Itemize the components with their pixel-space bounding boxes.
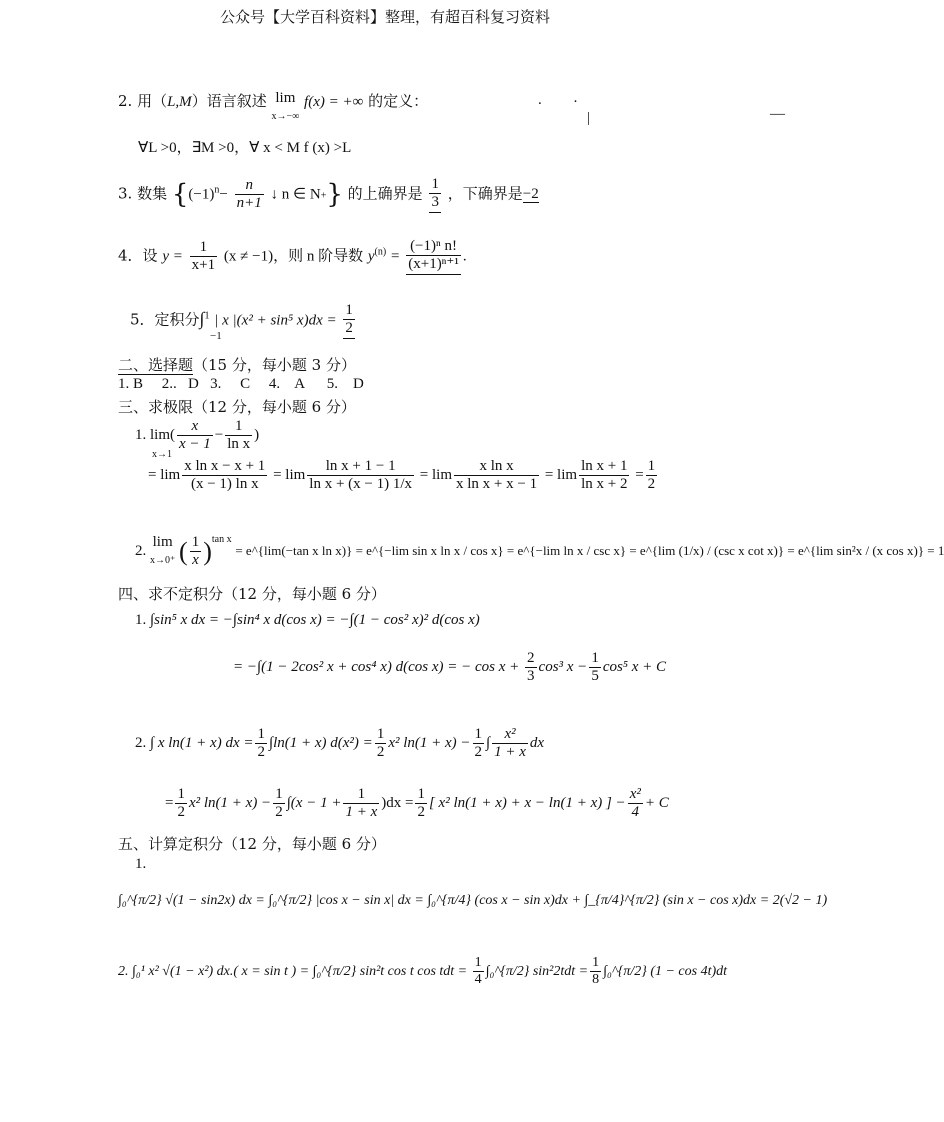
q5-lower: −1 [210, 330, 222, 342]
question-5 [130, 302, 357, 339]
denominator: ln x [227, 436, 251, 453]
numerator: 1 [273, 786, 285, 804]
section-4-heading: 四、求不定积分（12 分，每小题 6 分） [118, 585, 386, 603]
denominator: 2 [376, 744, 385, 761]
numerator: x ln x − x + 1 [182, 458, 267, 476]
definite-1-line: ∫₀^{π/2} √(1 − sin2x) dx = ∫₀^{π/2} |cos x − sin x| dx = ∫₀^{π/4} (cos x − sin x)dx + ∫_{π/4}^{π/2} (sin x − cos x)dx = 2(√2 − 1) [118, 893, 828, 908]
expr: ∫ x ln(1 + x) dx = [150, 735, 254, 752]
limit-1-line2: = lim $\frac{\text{x ln x − x + 1}}{\text{(x − 1) ln x}}$ = lim $\frac{\text{ln x + 1 − 1}}{\text{ln x + (x − 1) 1/x}}$ = lim $\frac{\text{x ln x}}{\text{x ln x + x − 1}}$ = lim $\frac{\text{ln x + 1}}{\text{ln x + 2}}$ = $\frac{1}{2}$ [148, 458, 656, 493]
integral-1-line1 [135, 612, 480, 629]
numerator: (−1)ⁿ n! [406, 238, 461, 256]
expr: cos³ x − [538, 659, 588, 676]
fraction [525, 650, 537, 686]
section-2-title: 二、选择题 [118, 356, 194, 374]
numerator: x² [628, 786, 643, 804]
lim-label: 1. lim( [135, 427, 175, 444]
denominator: (x − 1) ln x [190, 476, 259, 493]
denominator: 4 [474, 972, 482, 988]
q4-fraction [190, 239, 217, 275]
q2-lm: L,M [167, 94, 192, 110]
expr: )dx = [381, 795, 414, 812]
denominator: 3 [429, 194, 441, 212]
q5-label: 5．定积分 [130, 310, 200, 329]
label: 2. [135, 735, 147, 752]
q2-expr: f(x) = +∞ [304, 94, 364, 110]
q3-term-sup: n [214, 184, 220, 196]
q2-suffix: 的定义： [368, 92, 429, 110]
q2-answer: ∀L >0，∃M >0，∀ x < M f (x) >L [138, 140, 352, 156]
q4-answer [406, 238, 461, 275]
section-3-heading: 三、求极限（12 分，每小题 6 分） [118, 398, 356, 416]
numerator: ln x + 1 − 1 [307, 458, 414, 476]
numerator: 1 [375, 726, 387, 744]
q3-minus: − [219, 186, 228, 203]
expr: + C [644, 795, 669, 812]
expr: ∫₀^{π/2} (1 − cos 4t)dt [603, 963, 728, 979]
expr: ∫sin⁵ x dx = −∫sin⁴ x d(cos x) = −∫(1 − cos² x)² d(cos x) [150, 612, 480, 628]
expr: ∫₀^{π/2} sin²2tdt = [485, 963, 589, 979]
fraction [590, 955, 601, 988]
q3-fraction [235, 177, 264, 213]
page-header: 公众号【大学百科资料】整理，有超百科复习资料 [220, 8, 551, 26]
limit-2: 2. lim x→0⁺ ( $\frac{1}{x}$ )$^{tan x}$ = e^{lim(−tan x ln x)} = e^{−lim sin x ln x / cos x} = e^{−lim ln x / csc x} = e^{lim (1/x) / (csc x cot x)} = e^{lim sin²x / (x cos x)} = 1 [135, 534, 944, 569]
section-2-score: （15 分，每小题 3 分） [193, 356, 356, 374]
expr: x² ln(1 + x) − [188, 795, 272, 812]
lim-sub: x→−∞ [271, 111, 300, 122]
q2-mid: ）语言叙述 [191, 92, 267, 110]
definite-1-label: 1. [135, 856, 147, 872]
fraction [473, 726, 485, 762]
denominator: 2 [275, 804, 283, 821]
fraction [589, 650, 601, 686]
q3-mid2: ，下确界是 [447, 184, 523, 203]
denominator: x [192, 552, 199, 569]
numerator: 1 [473, 726, 485, 744]
q3-mid: 的上确界是 [347, 184, 423, 203]
fraction [190, 534, 202, 570]
lim-block [150, 534, 175, 568]
q3-inf-answer: −2 [522, 186, 539, 203]
denominator: 4 [631, 804, 640, 821]
expr: cos⁵ x + C [602, 659, 667, 676]
q4-eq: = [390, 248, 400, 265]
stray-bar: | [587, 110, 591, 126]
fraction [307, 458, 414, 494]
lim-text: lim [152, 534, 173, 550]
fraction [175, 786, 187, 822]
fraction [225, 418, 252, 454]
denominator: 1 + x [345, 804, 378, 821]
expr: = −∫(1 − 2cos² x + cos⁴ x) d(cos x) = − cos x + [233, 659, 520, 676]
fraction [255, 726, 267, 762]
expr: ∫ln(1 + x) d(x²) = [268, 735, 373, 752]
numerator: 1 [473, 955, 484, 972]
q4-yn-sup: (n) [374, 246, 387, 258]
q3-term: (−1) [188, 186, 215, 203]
fraction [492, 726, 528, 762]
denominator: x ln x + x − 1 [456, 476, 538, 493]
minus: − [214, 427, 224, 444]
denominator: 1 + x [494, 744, 526, 761]
expr: 2. ∫₀¹ x² √(1 − x²) dx.( x = sin t ) = ∫₀^{π/2} sin²t cos t cos tdt = [118, 963, 468, 979]
denominator: 2 [343, 320, 355, 338]
fraction [473, 955, 484, 988]
numerator: 1 [255, 726, 267, 744]
q5-upper: 1 [204, 310, 210, 322]
fraction [454, 458, 539, 494]
integral-2-line2: = $\frac{1}{2}$ x² ln(1 + x) − $\frac{1}{2}$ ∫(x − 1 + $\frac{1}{1 + x}$ )dx = $\frac{1}{2}$ [ x² ln(1 + x) + x − ln(1 + x) ] − $\frac{\text{x²}}{4}$ + C [165, 786, 669, 821]
fraction [646, 458, 658, 494]
fraction [375, 726, 387, 762]
denominator: 2 [417, 804, 425, 821]
fraction [628, 786, 643, 822]
q4-label: 4．设 [118, 246, 158, 265]
label: 1. [135, 612, 147, 628]
numerator: 1 [590, 955, 601, 972]
numerator: 1 [225, 418, 252, 436]
numerator: 1 [343, 302, 355, 320]
definite-2-line [118, 955, 727, 988]
fraction [182, 458, 267, 494]
denominator: 5 [591, 668, 599, 685]
question-4: 4．设 y = $\frac{1}{x+1}$ (x ≠ −1)，则 n 阶导数 $y^{(n)}$ = $\frac{\text{(−1)ⁿ n!}}{\text{(x+1)ⁿ⁺¹}}$ . [118, 238, 467, 273]
lim-sub: x→1 [152, 449, 172, 460]
denominator: 2 [647, 476, 656, 493]
denominator: 8 [592, 972, 600, 988]
denominator: x − 1 [179, 436, 211, 453]
numerator: 2 [525, 650, 537, 668]
numerator: x² [492, 726, 528, 744]
q3-label: 3. 数集 [118, 184, 168, 203]
numerator: 1 [646, 458, 658, 476]
paren: ) [254, 427, 260, 444]
fraction [343, 786, 379, 822]
question-3 [118, 176, 539, 213]
denominator: 2 [177, 804, 185, 821]
brace-left: { [171, 179, 189, 210]
fraction [579, 458, 629, 494]
q2-prefix: 2. 用（ [118, 92, 168, 110]
stray-dash: — [770, 106, 785, 122]
q4-yn: y [367, 248, 375, 265]
lim-text: lim [275, 90, 296, 106]
fraction [177, 418, 213, 454]
numerator: 1 [415, 786, 427, 804]
section-2-heading [118, 354, 356, 375]
numerator: 1 [429, 176, 441, 194]
denominator: 3 [527, 668, 535, 685]
exponent: tan x [211, 534, 232, 545]
limit-2-chain: = e^{lim(−tan x ln x)} = e^{−lim sin x ln x / cos x} = e^{−lim ln x / csc x} = e^{lim (1/x) / (csc x cot x)} = e^{lim sin²x / (x cos x)} = 1 [235, 543, 944, 559]
lim-sub: x→0⁺ [150, 555, 176, 566]
expr: ∫(x − 1 + [286, 795, 342, 812]
expr: x² ln(1 + x) − [388, 735, 471, 752]
numerator: n [235, 177, 264, 195]
integral-2-line1: 2. ∫ x ln(1 + x) dx = $\frac{1}{2}$ ∫ln(1 + x) d(x²) = $\frac{1}{2}$ x² ln(1 + x) − $\frac{1}{2}$ ∫ $\frac{\text{x²}}{1 + x}$ dx [135, 726, 545, 761]
q3-cond-sub: + [320, 190, 327, 202]
denominator: 2 [257, 744, 265, 761]
denominator: ln x + (x − 1) 1/x [309, 476, 413, 493]
section-5-heading: 五、计算定积分（12 分，每小题 6 分） [118, 835, 386, 853]
integral-1-line2 [233, 650, 666, 686]
expr: [ x² ln(1 + x) + x − ln(1 + x) ] − [428, 795, 626, 812]
expr: dx [529, 735, 545, 752]
q4-cond: (x ≠ −1)，则 n 阶导数 [223, 248, 364, 265]
q4-y: y = [162, 248, 183, 265]
q3-cond: ↓ n ∈ N [270, 186, 321, 203]
denominator: (x+1)ⁿ⁺¹ [408, 256, 459, 273]
stray-dot: . [538, 92, 542, 108]
numerator: 1 [190, 239, 217, 257]
brace-right: } [326, 179, 343, 210]
q2-lim [271, 90, 299, 124]
q5-answer [343, 302, 355, 339]
section-2-answers: 1. B 2.. D 3. C 4. A 5. D [118, 376, 364, 392]
numerator: x ln x [454, 458, 539, 476]
numerator: 1 [589, 650, 601, 668]
numerator: 1 [343, 786, 379, 804]
denominator: ln x + 2 [581, 476, 628, 493]
denominator: 2 [474, 744, 483, 761]
q5-expr: | x |(x² + sin⁵ x)dx = [214, 312, 337, 329]
q3-sup-answer [429, 176, 441, 213]
label: 2. [135, 543, 147, 560]
denominator: x+1 [191, 256, 216, 273]
numerator: ln x + 1 [579, 458, 629, 476]
denominator: n+1 [236, 194, 262, 211]
stray-dot: · [573, 94, 578, 110]
integral-sign: ∫ [199, 308, 205, 329]
numerator: 1 [190, 534, 202, 552]
fraction [415, 786, 427, 822]
fraction [273, 786, 285, 822]
numerator: 1 [175, 786, 187, 804]
numerator: x [177, 418, 213, 436]
question-2 [118, 90, 428, 124]
